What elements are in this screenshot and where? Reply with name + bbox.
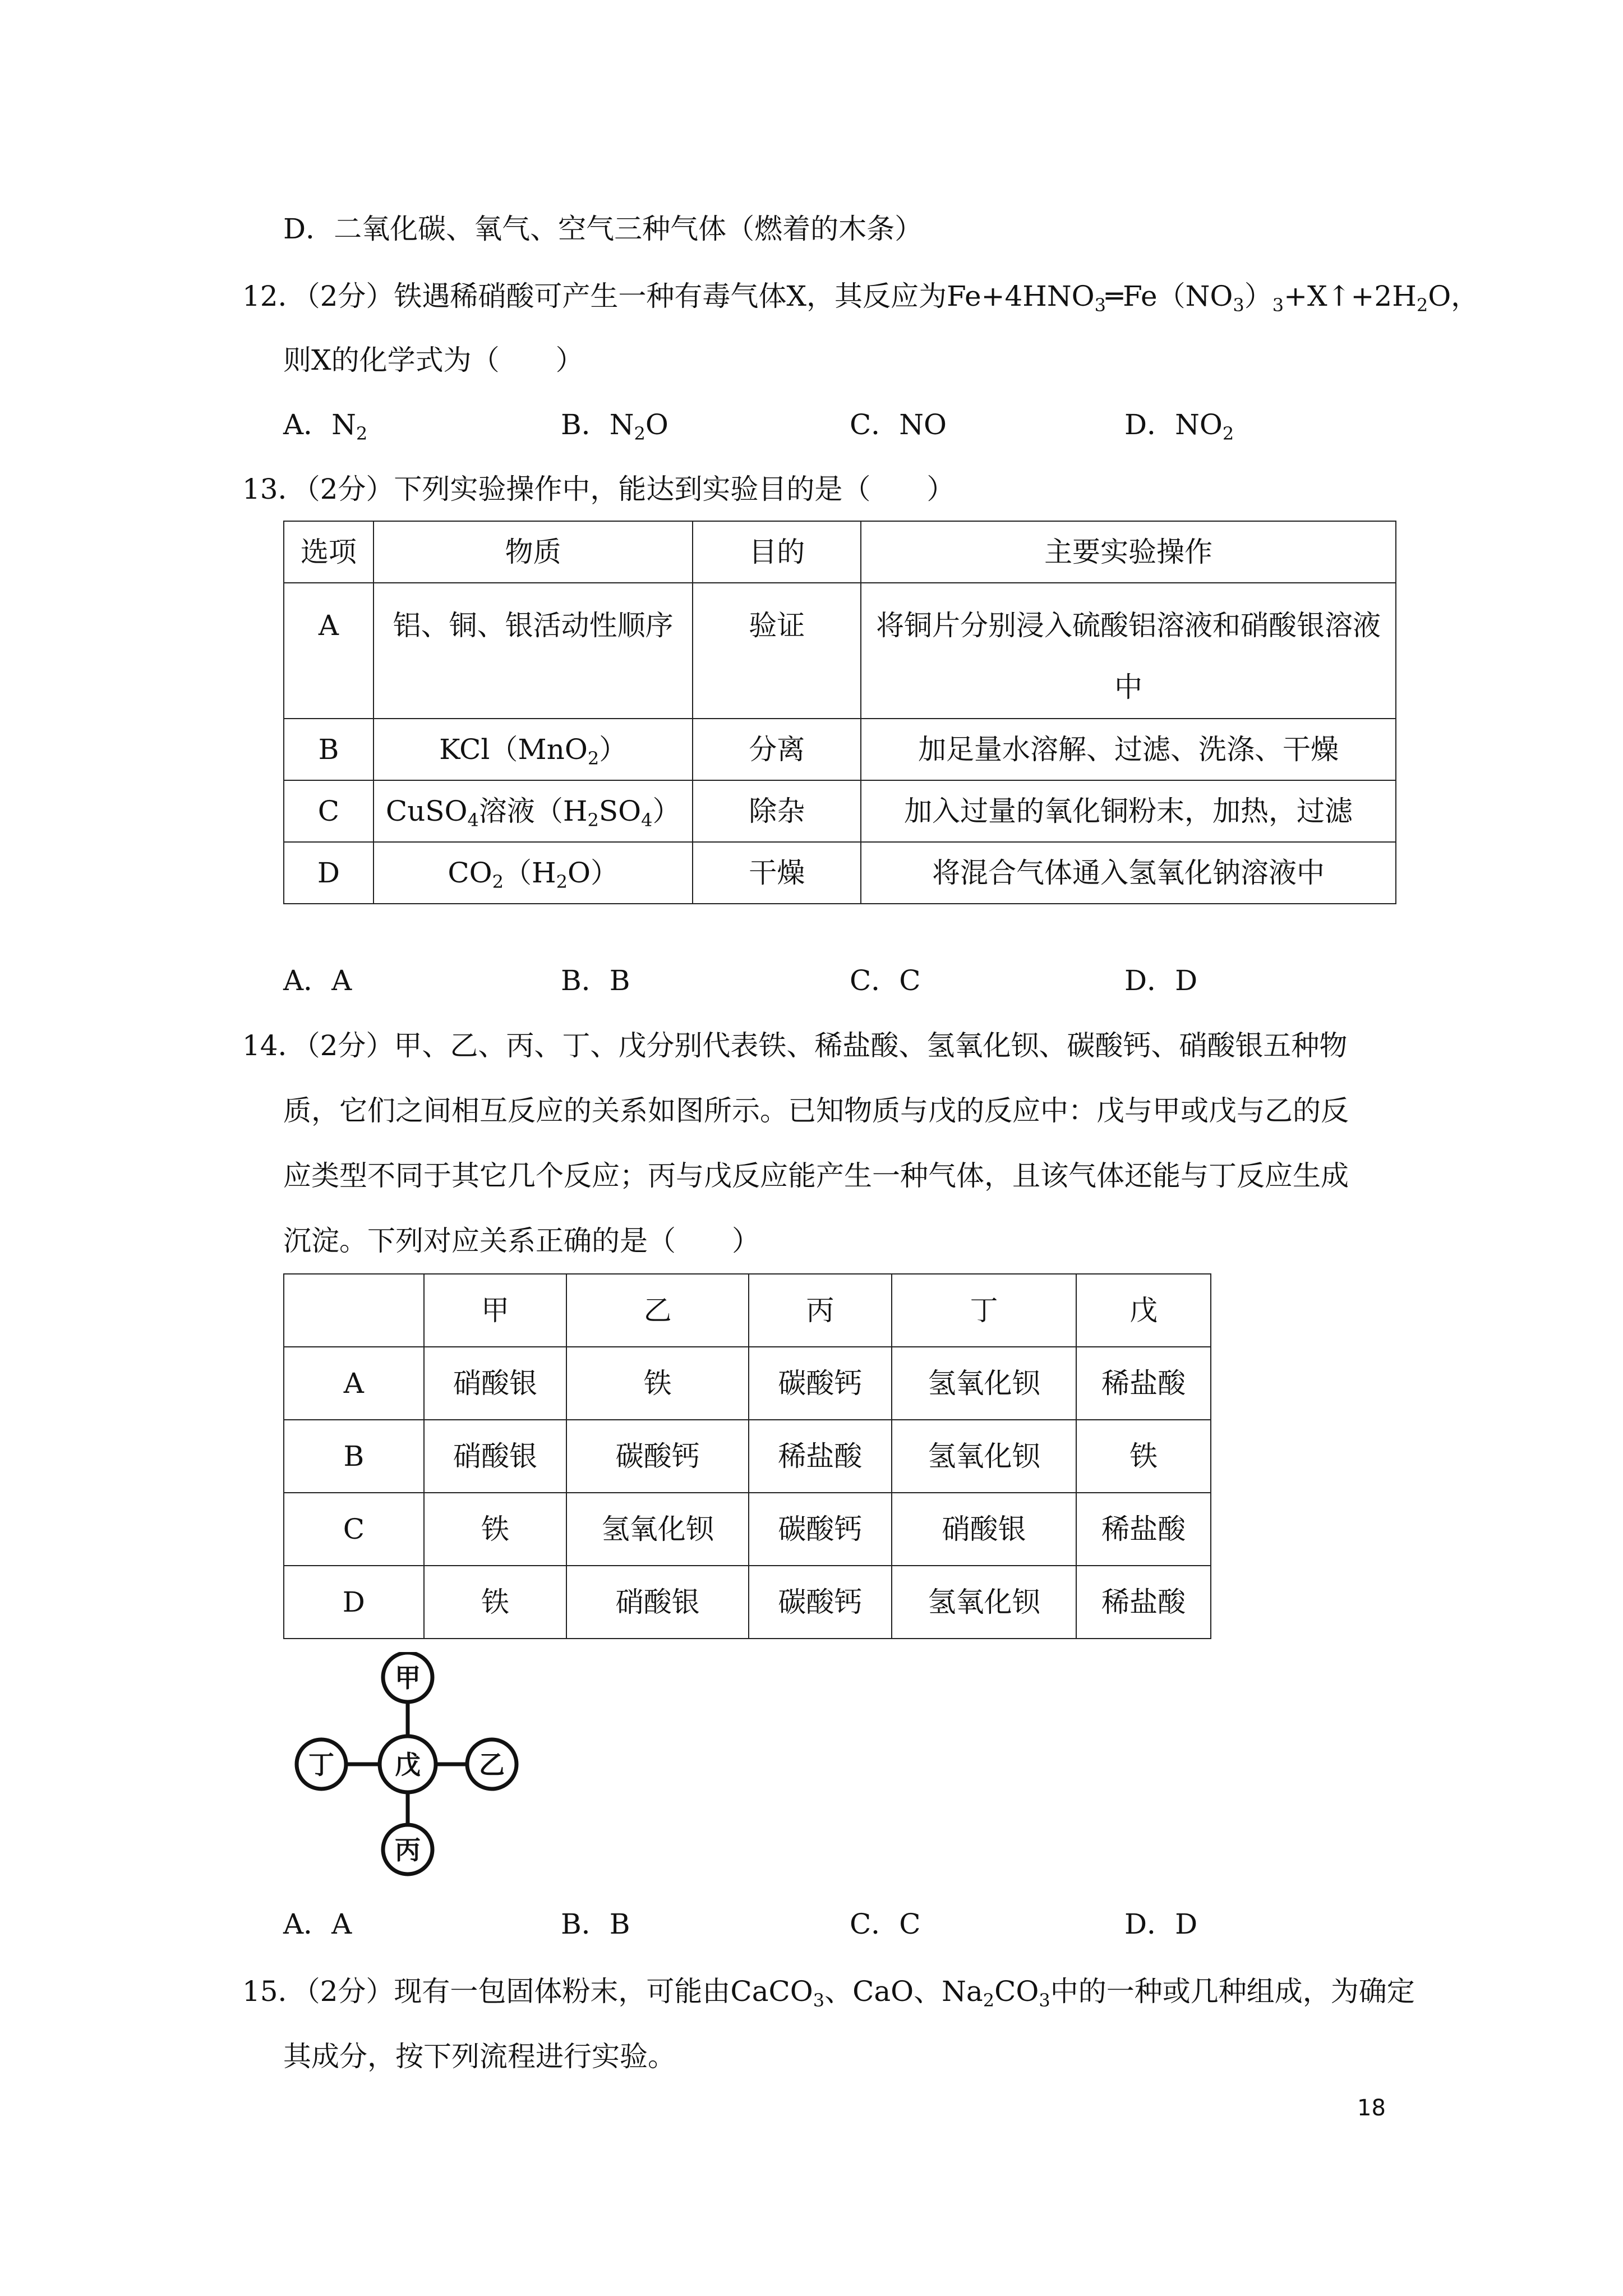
q13-answer-c: C．C bbox=[850, 964, 921, 997]
table-cell: 除杂 bbox=[693, 780, 861, 842]
q12-option-b: B．$N_2O$ bbox=[561, 408, 668, 444]
table-header-cell: 物质 bbox=[374, 521, 693, 583]
table-header-row bbox=[284, 1274, 1211, 1347]
q12-stem-line1: 12．（2分）铁遇稀硝酸可产生一种有毒气体X，其反应为$Fe+4HNO_3═Fe(NO_3)_3+X↑+2H_2O$， bbox=[242, 280, 1479, 316]
diagram-label-bottom: 丙 bbox=[395, 1835, 421, 1865]
table-cell: 加入过量的氧化铜粉末，加热，过滤 bbox=[861, 780, 1396, 842]
table-cell: 碳酸钙 bbox=[749, 1566, 892, 1639]
table-cell: 稀盐酸 bbox=[749, 1420, 892, 1493]
table-cell: 稀盐酸 bbox=[1076, 1347, 1211, 1420]
table-cell: 验证 bbox=[693, 583, 861, 719]
table-cell: 铁 bbox=[424, 1493, 567, 1566]
table-cell: A bbox=[284, 1347, 424, 1420]
table-cell: 铁 bbox=[566, 1347, 749, 1420]
q13-answer-d: D．D bbox=[1124, 964, 1198, 997]
q13-table bbox=[283, 521, 1396, 904]
table-cell: 氢氧化钡 bbox=[566, 1493, 749, 1566]
q13-stem: 13．（2分）下列实验操作中，能达到实验目的是（ ） bbox=[242, 473, 955, 505]
table-cell: 碳酸钙 bbox=[749, 1347, 892, 1420]
table-cell: 分离 bbox=[693, 719, 861, 780]
page-number: 18 bbox=[1357, 2095, 1386, 2121]
table-cell: 加足量水溶解、过滤、洗涤、干燥 bbox=[861, 719, 1396, 780]
table-header-cell bbox=[284, 1274, 424, 1347]
diagram-label-center: 戊 bbox=[395, 1750, 421, 1780]
q11-option-d: D．二氧化碳、氧气、空气三种气体（燃着的木条） bbox=[283, 213, 923, 245]
q14-answer-a: A．A bbox=[283, 1908, 352, 1940]
table-header-cell: 戊 bbox=[1076, 1274, 1211, 1347]
table-header-cell: 丁 bbox=[892, 1274, 1077, 1347]
q14-table bbox=[283, 1273, 1211, 1639]
table-cell: D bbox=[284, 1566, 424, 1639]
table-row bbox=[284, 719, 1396, 780]
table-header-cell: 目的 bbox=[693, 521, 861, 583]
table-cell: 铝、铜、银活动性顺序 bbox=[374, 583, 693, 719]
table-cell: 铁 bbox=[424, 1566, 567, 1639]
table-cell: 干燥 bbox=[693, 842, 861, 904]
table-header-row bbox=[284, 521, 1396, 583]
table-header-cell: 甲 bbox=[424, 1274, 567, 1347]
table-row bbox=[284, 1420, 1211, 1493]
table-header-cell: 主要实验操作 bbox=[861, 521, 1396, 583]
q12-option-c: C．NO bbox=[850, 408, 947, 441]
q12-stem-line2: 则X的化学式为（ ） bbox=[283, 344, 584, 376]
table-cell: 硝酸银 bbox=[424, 1347, 567, 1420]
table-cell: 碳酸钙 bbox=[749, 1493, 892, 1566]
diagram-label-left: 丁 bbox=[308, 1750, 334, 1780]
q12-option-a: A．$N_2$ bbox=[283, 408, 368, 444]
table-row bbox=[284, 1347, 1211, 1420]
q12-option-d: D．$NO_2$ bbox=[1124, 408, 1234, 444]
table-row bbox=[284, 842, 1396, 904]
q14-stem-line1: 14．（2分）甲、乙、丙、丁、戊分别代表铁、稀盐酸、氢氧化钡、碳酸钙、硝酸银五种物 bbox=[242, 1029, 1348, 1062]
q15-stem-line2: 其成分，按下列流程进行实验。 bbox=[283, 2040, 676, 2073]
table-cell: 硝酸银 bbox=[424, 1420, 567, 1493]
table-cell: B bbox=[284, 719, 374, 780]
table-cell: 氢氧化钡 bbox=[892, 1347, 1077, 1420]
table-cell: CuSO$_4$溶液$(H_2SO_4)$ bbox=[374, 780, 693, 842]
table-cell: 将混合气体通入氢氧化钠溶液中 bbox=[861, 842, 1396, 904]
q13-answer-a: A．A bbox=[283, 964, 352, 997]
q14-stem-line4: 沉淀。下列对应关系正确的是（ ） bbox=[283, 1225, 760, 1257]
table-header-cell: 乙 bbox=[566, 1274, 749, 1347]
table-row bbox=[284, 583, 1396, 719]
table-cell: 氢氧化钡 bbox=[892, 1420, 1077, 1493]
table-header-cell: 丙 bbox=[749, 1274, 892, 1347]
q15-stem-line1: 15．（2分）现有一包固体粉末，可能由CaCO$_3$、CaO、$Na_2CO_3$中的一种或几种组成，为确定 bbox=[242, 1975, 1415, 2011]
q14-stem-line3: 应类型不同于其它几个反应；丙与戊反应能产生一种气体，且该气体还能与丁反应生成 bbox=[283, 1159, 1349, 1192]
table-cell: $CO_2(H_2O)$ bbox=[374, 842, 693, 904]
table-cell: A bbox=[284, 583, 374, 719]
diagram-label-top: 甲 bbox=[395, 1663, 421, 1693]
q14-relation-diagram bbox=[289, 1652, 524, 1876]
table-cell: C bbox=[284, 1493, 424, 1566]
table-cell: KCl（MnO$_2$） bbox=[374, 719, 693, 780]
table-row bbox=[284, 1566, 1211, 1639]
diagram-label-right: 乙 bbox=[479, 1750, 505, 1780]
q14-answer-b: B．B bbox=[561, 1908, 630, 1940]
table-cell: B bbox=[284, 1420, 424, 1493]
table-cell: 硝酸银 bbox=[566, 1566, 749, 1639]
q14-answer-c: C．C bbox=[850, 1908, 921, 1940]
table-cell: 氢氧化钡 bbox=[892, 1566, 1077, 1639]
table-cell: 硝酸银 bbox=[892, 1493, 1077, 1566]
table-cell: 铁 bbox=[1076, 1420, 1211, 1493]
table-cell: C bbox=[284, 780, 374, 842]
table-cell: 碳酸钙 bbox=[566, 1420, 749, 1493]
table-cell: 稀盐酸 bbox=[1076, 1566, 1211, 1639]
table-header-cell: 选项 bbox=[284, 521, 374, 583]
q14-answer-d: D．D bbox=[1124, 1908, 1198, 1940]
table-cell: 将铜片分别浸入硫酸铝溶液和硝酸银溶液 中 bbox=[861, 583, 1396, 719]
table-cell: D bbox=[284, 842, 374, 904]
q13-answer-b: B．B bbox=[561, 964, 630, 997]
q14-stem-line2: 质，它们之间相互反应的关系如图所示。已知物质与戊的反应中：戊与甲或戊与乙的反 bbox=[283, 1094, 1349, 1127]
table-row bbox=[284, 780, 1396, 842]
table-cell: 稀盐酸 bbox=[1076, 1493, 1211, 1566]
table-row bbox=[284, 1493, 1211, 1566]
